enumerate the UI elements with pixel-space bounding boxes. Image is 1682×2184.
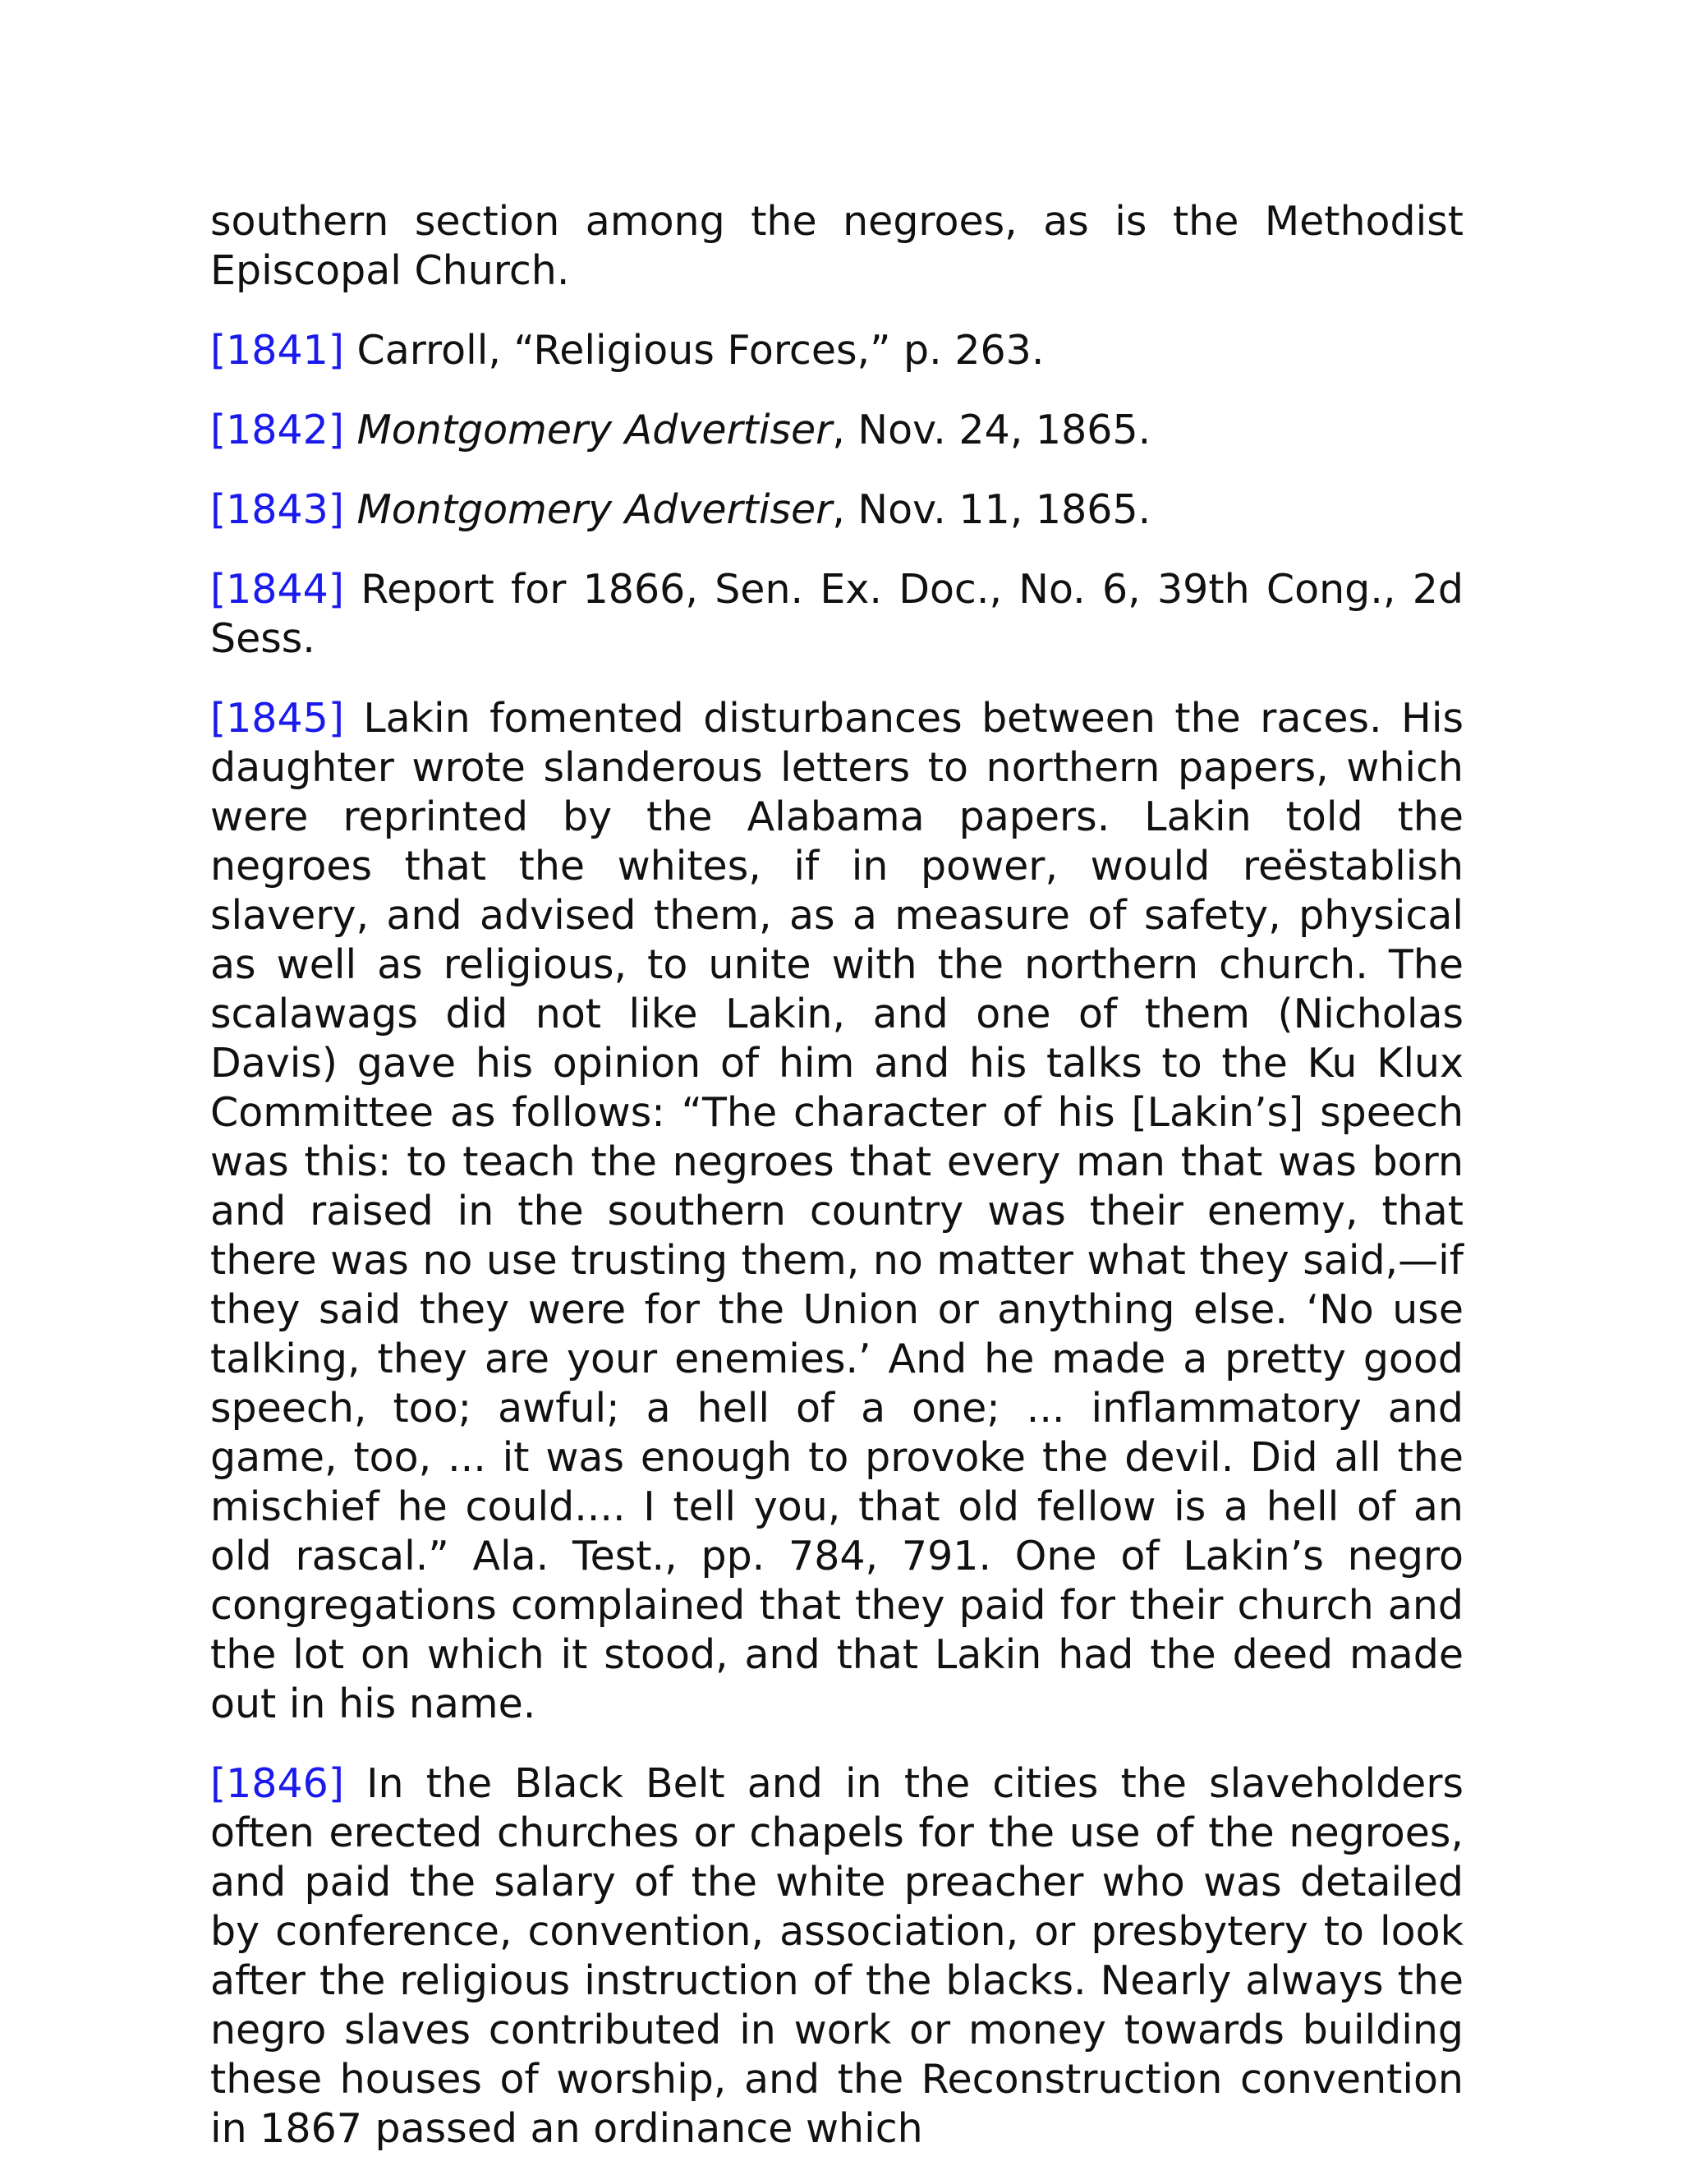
footnote-ref-1842[interactable]: [1842]: [210, 407, 344, 453]
footnote-text: In the Black Belt and in the cities the slaveholders often erected churches or chapels for the use of the negroes, and paid the salary of the white preacher who was detailed by conference, convention, association, or presbytery to look after the religious instruction of the blacks. Nearly always the negro slaves contributed in work or money towards building these houses of worship, and the Reconstruction convention in 1867 passed an ordinance which: [210, 1760, 1464, 2152]
footnote-ref-1846[interactable]: [1846]: [210, 1760, 344, 1807]
footnote-ref-1841[interactable]: [1841]: [210, 327, 344, 374]
footnote-ref-1845[interactable]: [1845]: [210, 695, 344, 742]
footnote-1845: [210, 694, 1464, 1729]
footnote-text: , Nov. 24, 1865.: [832, 407, 1151, 453]
footnote-italic-title: Montgomery Advertiser: [356, 407, 833, 453]
footnote-1844: [210, 565, 1464, 664]
footnote-text: , Nov. 11, 1865.: [832, 486, 1151, 533]
footnote-1841: [210, 326, 1464, 375]
footnote-1842: [210, 406, 1464, 455]
footnote-1843: [210, 485, 1464, 535]
footnote-text: Report for 1866, Sen. Ex. Doc., No. 6, 39th Cong., 2d Sess.: [210, 566, 1464, 662]
footnote-text: Carroll, “Religious Forces,” p. 263.: [356, 327, 1045, 374]
document-page: [210, 197, 1464, 2184]
footnote-1846: [210, 1759, 1464, 2154]
footnote-text: Lakin fomented disturbances between the races. His daughter wrote slanderous letters to northern papers, which were reprinted by the Alabama papers. Lakin told the negroes that the whites, if in power, would reëstablish slavery, and advised them, as a measure of safety, physical as well as religious, to unite with the northern church. The scalawags did not like Lakin, and one of them (Nicholas Davis) gave his opinion of him and his talks to the Ku Klux Committee as follows: “The character of his [Lakin’s] speech was this: to teach the negroes that every man that was born and raised in the southern country was their enemy, that there was no use trusting them, no matter what they said,—if they said they were for the Union or anything else. ‘No use talking, they are your enemies.’ And he made a pretty good speech, too; awful; a hell of a one; ... inflammatory and game, too, ... it was enough to provoke the devil. Did all the mischief he could.... I tell you, that old fellow is a hell of an old rascal.” Ala. Test., pp. 784, 791. One of Lakin’s negro congregations complained that they paid for their church and the lot on which it stood, and that Lakin had the deed made out in his name.: [210, 695, 1464, 1727]
footnote-italic-title: Montgomery Advertiser: [356, 486, 833, 533]
continued-paragraph: southern section among the negroes, as is the Methodist Episcopal Church.: [210, 198, 1464, 294]
footnote-ref-1844[interactable]: [1844]: [210, 566, 344, 613]
footnote-ref-1843[interactable]: [1843]: [210, 486, 344, 533]
